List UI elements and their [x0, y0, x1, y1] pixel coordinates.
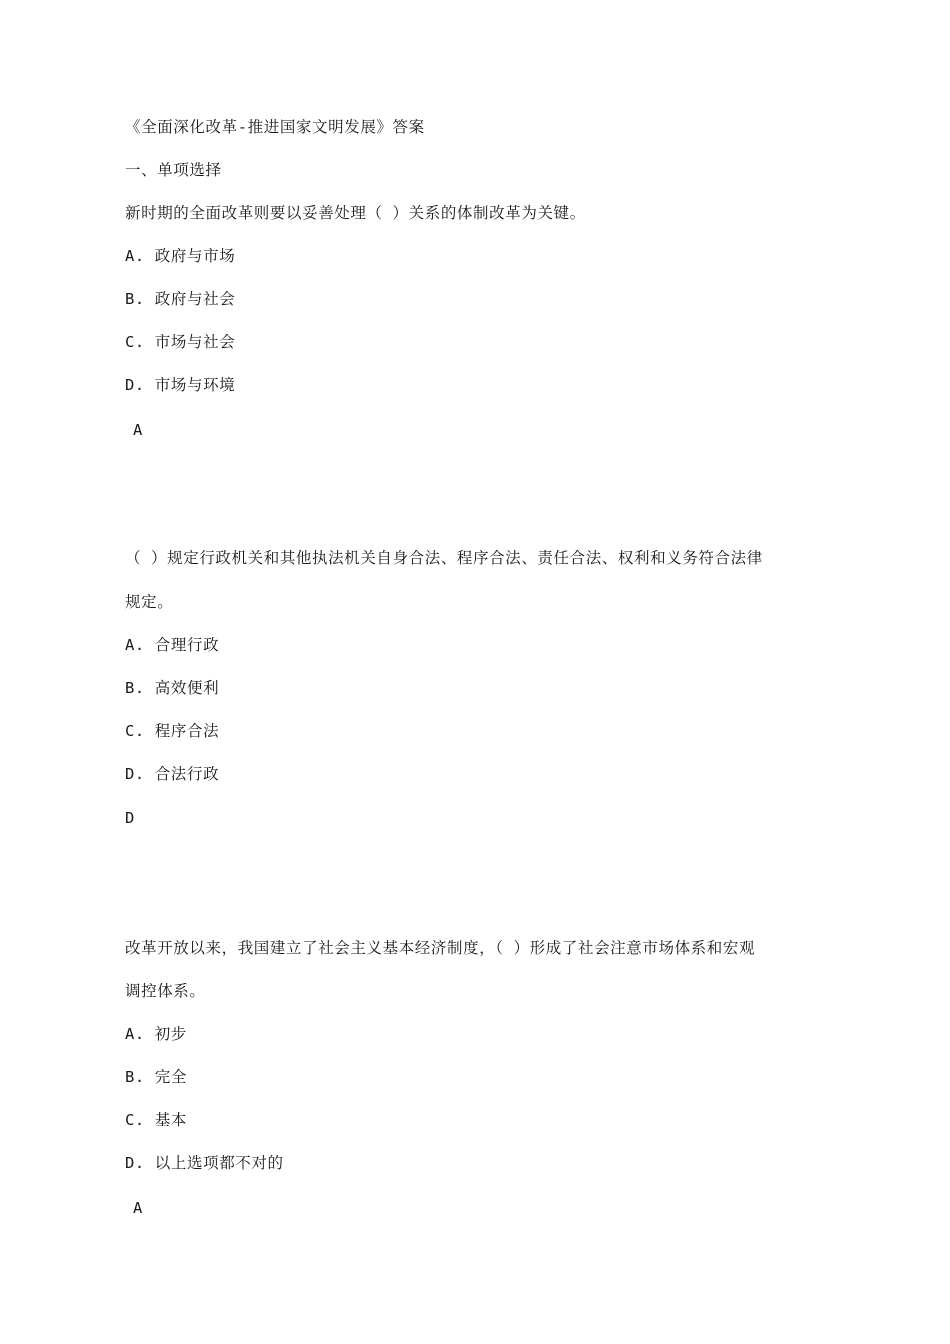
question-3-option-c: C. 基本	[125, 1111, 187, 1129]
question-2-answer: D	[125, 809, 135, 827]
question-1-option-b: B. 政府与社会	[125, 290, 236, 308]
question-3-stem-line-1: 改革开放以来，我国建立了社会主义基本经济制度，（ ）形成了社会注意市场体系和宏观	[125, 939, 756, 957]
question-3-option-a: A. 初步	[125, 1025, 187, 1043]
question-2-option-a: A. 合理行政	[125, 636, 220, 654]
document-title: 《全面深化改革-推进国家文明发展》答案	[125, 118, 425, 136]
section-heading: 一、单项选择	[125, 161, 222, 179]
question-2-stem-line-1: （ ）规定行政机关和其他执法机关自身合法、程序合法、责任合法、权利和义务符合法律	[125, 549, 763, 567]
question-2-option-d: D. 合法行政	[125, 765, 220, 783]
question-1-option-c: C. 市场与社会	[125, 333, 236, 351]
question-1-answer: A	[133, 421, 143, 439]
question-3-option-d: D. 以上选项都不对的	[125, 1154, 284, 1172]
question-2-option-b: B. 高效便利	[125, 679, 220, 697]
question-3-stem-line-2: 调控体系。	[125, 982, 206, 1000]
question-1-stem: 新时期的全面改革则要以妥善处理（ ）关系的体制改革为关键。	[125, 204, 586, 222]
question-2-stem-line-2: 规定。	[125, 593, 174, 611]
question-3-answer: A	[133, 1199, 143, 1217]
question-3-option-b: B. 完全	[125, 1068, 187, 1086]
question-1-option-d: D. 市场与环境	[125, 376, 236, 394]
question-2-option-c: C. 程序合法	[125, 722, 220, 740]
question-1-option-a: A. 政府与市场	[125, 247, 236, 265]
